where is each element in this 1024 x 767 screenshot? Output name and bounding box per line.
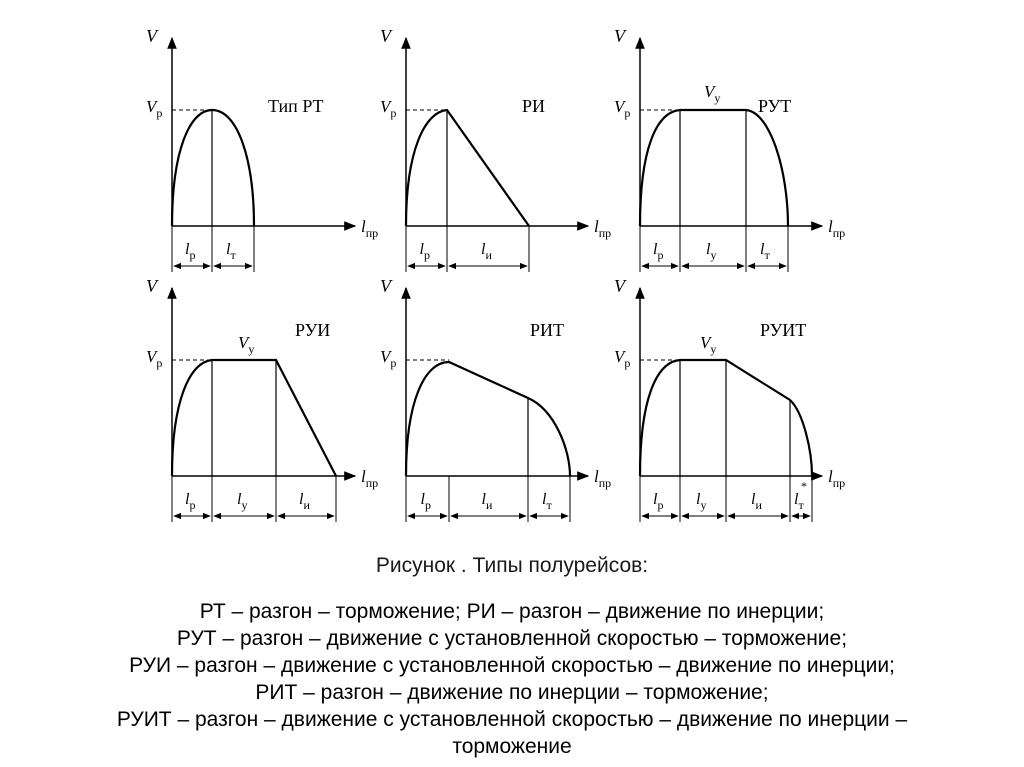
vp-label: $V_р$ (146, 347, 163, 370)
vp-label: $V_р$ (146, 97, 163, 120)
v-axis-label: V (614, 26, 625, 46)
legend-line-2: РУТ – разгон – движение с установленной скоростью – торможение; (176, 627, 848, 650)
v-axis-label: V (380, 26, 391, 46)
panel-5 (380, 276, 611, 522)
segment-label-lи: $l_и$ (299, 491, 310, 512)
segment-label-lу: $l_у$ (706, 241, 717, 262)
v-axis-label: V (614, 276, 625, 296)
panel-title: Тип РТ (268, 96, 324, 116)
velocity-curve (406, 110, 529, 226)
velocity-curve (172, 110, 254, 226)
panel-title: РУТ (758, 96, 792, 116)
legend (0, 598, 1024, 760)
panel-6 (614, 276, 845, 522)
segment-label-lу: $l_у$ (237, 491, 248, 512)
v-axis-label: V (146, 26, 157, 46)
segment-label-lр: $l_р$ (653, 241, 664, 262)
figure-caption: Рисунок . Типы полурейсов: (375, 554, 649, 577)
segment-label-lр: $l_р$ (185, 241, 196, 262)
panel-title: РИТ (530, 320, 565, 340)
lpr-axis-label: $l_{пр}$ (361, 217, 379, 240)
legend-line-4: РИТ – разгон – движение по инерции – торможение; (255, 681, 769, 704)
legend-line-1: РТ – разгон – торможение; РИ – разгон – движение по инерции; (199, 600, 825, 623)
legend-line-5: РУИТ – разгон – движение с установленной скоростью – движение по инерции – (116, 708, 908, 731)
panel-4 (146, 276, 378, 522)
lpr-axis-label: $l_{пр}$ (828, 217, 846, 240)
segment-label-lр: $l_р$ (420, 491, 431, 512)
legend-line-6: торможение (452, 735, 572, 758)
segment-label-lт: $l_т$ (760, 241, 770, 262)
star-mark: * (801, 479, 807, 493)
velocity-curve (172, 360, 336, 476)
panel-3 (614, 26, 845, 272)
segment-label-lт: $l_т$ (542, 491, 552, 512)
segment-label-lи: $l_и$ (751, 491, 762, 512)
vy-label: $V_у$ (700, 333, 717, 356)
panel-2 (380, 26, 611, 272)
segment-label-lр: $l_р$ (653, 491, 664, 512)
panel-title: РИ (522, 96, 546, 116)
vp-label: $V_р$ (380, 347, 397, 370)
vp-label: $V_р$ (614, 347, 631, 370)
segment-label-lу: $l_у$ (696, 491, 707, 512)
segment-label-lт: $l_т$ (794, 491, 804, 512)
segment-label-lи: $l_и$ (481, 491, 493, 512)
v-axis-label: V (146, 276, 157, 296)
vy-label: $V_у$ (238, 333, 255, 356)
legend-line-3: РУИ – разгон – движение с установленной скоростью – движение по инерции; (129, 654, 895, 677)
vp-label: $V_р$ (614, 97, 631, 120)
lpr-axis-label: $l_{пр}$ (828, 467, 846, 490)
panel-1 (146, 26, 378, 272)
segment-label-lр: $l_р$ (419, 241, 430, 262)
v-axis-label: V (380, 276, 391, 296)
segment-label-lи: $l_и$ (481, 241, 492, 262)
velocity-curve (640, 110, 788, 226)
lpr-axis-label: $l_{пр}$ (594, 217, 612, 240)
vy-label: $V_у$ (704, 82, 721, 105)
lpr-axis-label: $l_{пр}$ (594, 467, 612, 490)
segment-label-lр: $l_р$ (185, 491, 196, 512)
panel-title: РУИТ (760, 320, 807, 340)
panel-title: РУИ (295, 320, 331, 340)
vp-label: $V_р$ (380, 97, 397, 120)
lpr-axis-label: $l_{пр}$ (361, 467, 379, 490)
velocity-curve (406, 362, 570, 476)
segment-label-lт: $l_т$ (226, 241, 236, 262)
